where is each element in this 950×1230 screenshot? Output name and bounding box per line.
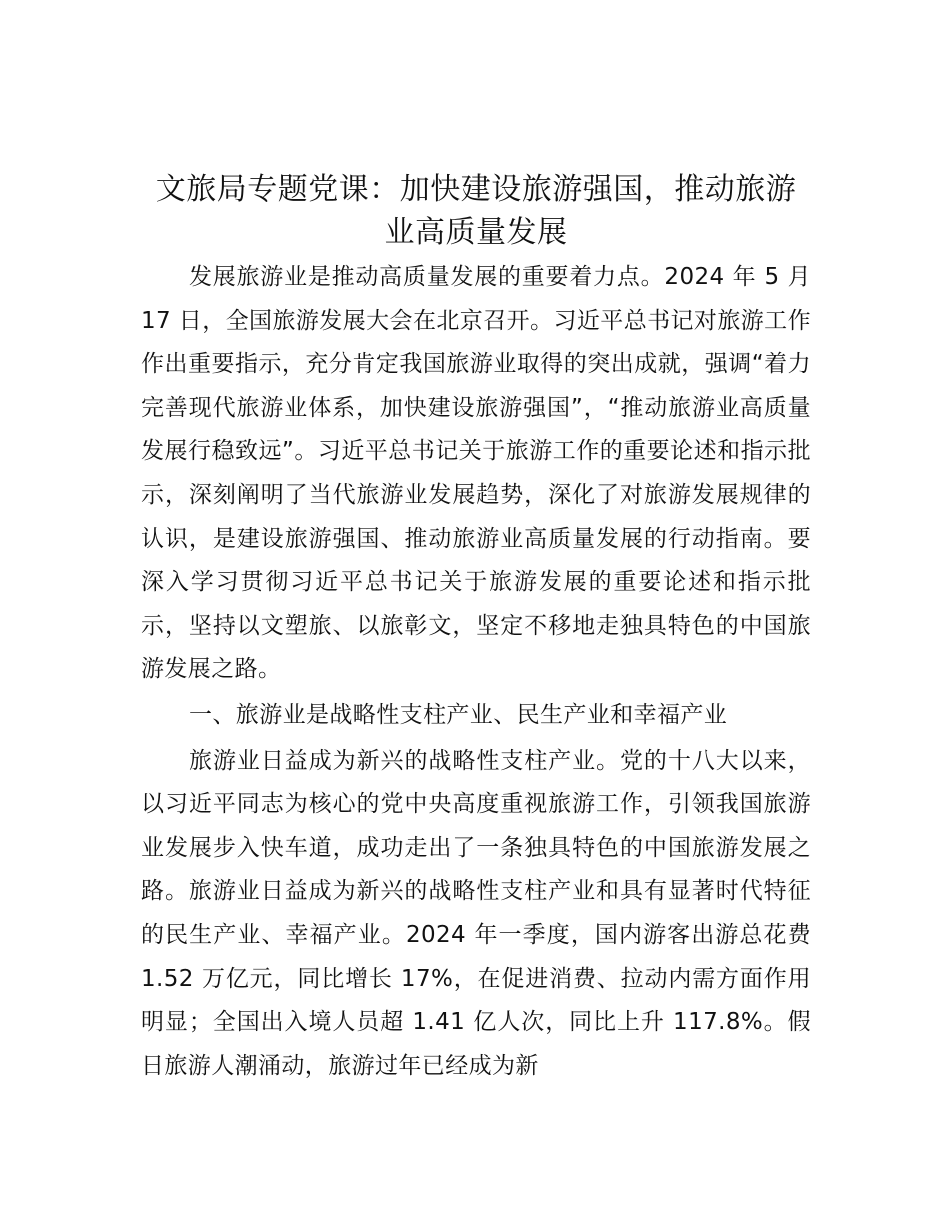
body-paragraph: 旅游业日益成为新兴的战略性支柱产业。党的十八大以来，以习近平同志为核心的党中央高度重视旅游工作，引领我国旅游业发展步入快车道，成功走出了一条独具特色的中国旅游发展之路。旅游业日益成为新兴的战略性支柱产业和具有显著时代特征的民生产业、幸福产业。2024 年一季度，国内游客出游总花费 1.52 万亿元，同比增长 17%，在促进消费、拉动内需方面作用明显；全国出入境人员超 1.41 亿人次，同比上升 117.8%。假日旅游人潮涌动，旅游过年已经成为新 <box>141 747 811 1079</box>
document-title: 文旅局专题党课：加快建设旅游强国，推动旅游业高质量发展 <box>155 172 797 250</box>
section-heading: 一、旅游业是战略性支柱产业、民生产业和幸福产业 <box>189 701 728 728</box>
document-content <box>141 168 811 1088</box>
intro-paragraph: 发展旅游业是推动高质量发展的重要着力点。2024 年 5 月 17 日，全国旅游发展大会在北京召开。习近平总书记对旅游工作作出重要指示，充分肯定我国旅游业取得的突出成就，强调“着力完善现代旅游业体系，加快建设旅游强国”，“推动旅游业高质量发展行稳致远”。习近平总书记关于旅游工作的重要论述和指示批示，深刻阐明了当代旅游业发展趋势，深化了对旅游发展规律的认识，是建设旅游强国、推动旅游业高质量发展的行动指南。要深入学习贯彻习近平总书记关于旅游发展的重要论述和指示批示，坚持以文塑旅、以旅彰文，坚定不移地走独具特色的中国旅游发展之路。 <box>141 264 811 683</box>
